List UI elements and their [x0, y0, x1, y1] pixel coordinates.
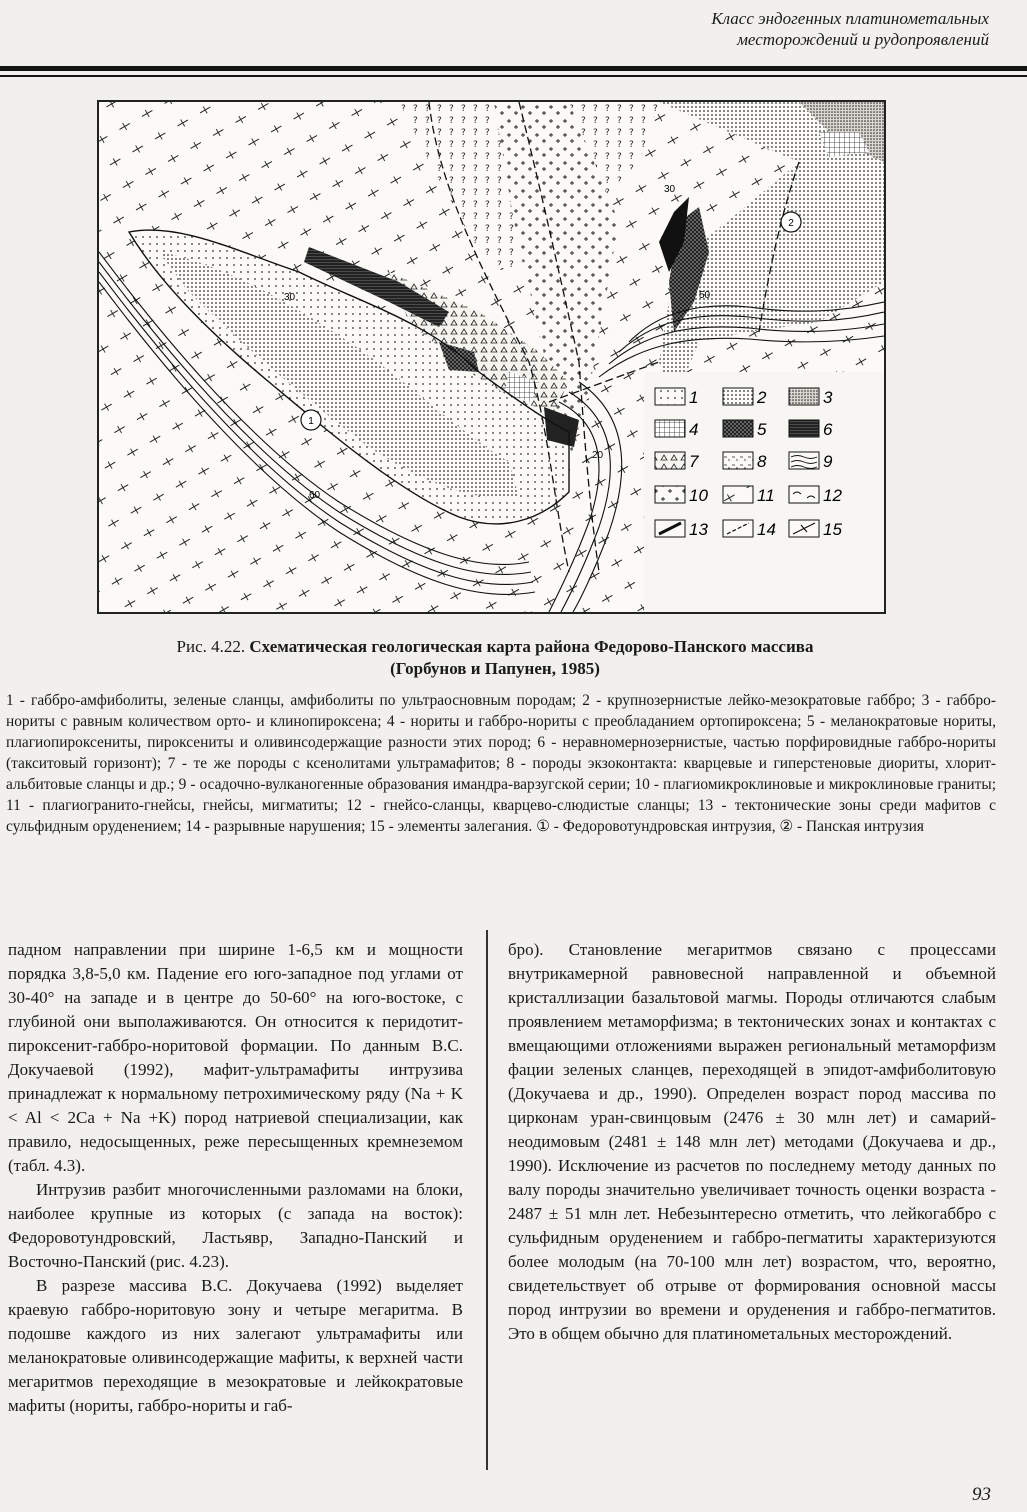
legend-num-8: 8 [757, 452, 767, 471]
legend-num-7: 7 [689, 452, 699, 471]
running-header [711, 8, 989, 50]
caption-prefix: Рис. 4.22. [176, 637, 250, 656]
left-column [8, 938, 463, 1418]
right-paragraph-1: бро). Становление мегаритмов связано с процессами внутрикамерной равновесной направленной и объемной кристаллизации базальтовой магмы. Породы отличаются слабым проявлением метаморфизма; в тектонических зонах и контактах с вмещающими отложениями выражен региональный метаморфизм фации зеленых сланцев, переходящей в эпидот-амфиболитовую (Докучаева и др., 1990). Определен возраст пород массива по цирконам уран-свинцовым (2476 ± 30 млн лет) и самарий-неодимовым (2481 ± 148 млн лет) методами (Докучаева и др., 1990). Исключение из расчетов по последнему методу данных по валу породы значительно увеличивает точность оценки возраста - 2487 ± 51 млн лет. Небезынтересно отметить, что лейкогаббро с сульфидным оруденением и габбро-пегматиты характеризуются более молодым (на 70-100 млн лет) возрастом, что, вероятно, свидетельствует об отрыве от формирования основной массы пород интрузии во времени и оруденения и габбро-пегматитов. Это в общем обычно для платинометальных месторождений. [508, 940, 996, 1343]
legend-num-2: 2 [757, 388, 767, 407]
legend-num-15: 15 [823, 520, 842, 539]
caption-title-line2: (Горбунов и Папунен, 1985) [390, 659, 600, 678]
geologic-map [99, 102, 884, 612]
legend-num-14: 14 [757, 520, 776, 539]
geologic-map-figure [97, 100, 886, 614]
map-label-dip50: 50 [699, 290, 711, 301]
legend-paragraph: 1 - габбро-амфиболиты, зеленые сланцы, амфиболиты по ультраосновным породам; 2 - крупнозернистые лейко-мезократовые габбро; 3 - габбро-нориты с равным количеством орто- и клинопироксена; 4 - нориты и габбро-нориты с преобладанием ортопироксена; 5 - меланократовые нориты, плагиопироксениты, пироксениты и оливинсодержащие разности этих пород; 6 - неравномернозернистые, частью порфировидные габбро-нориты (такситовый горизонт); 7 - те же породы с ксенолитами ультрамафитов; 8 - породы экзоконтакта: кварцевые и гиперстеновые диориты, хлорит-альбитовые сланцы и др.; 9 - осадочно-вулканогенные образования имандра-варзугской серии; 10 - плагиомикроклиновые и микроклиновые граниты; 11 - плагиогранито-гнейсы, гнейсы, мигматиты; 12 - гнейсо-сланцы, кварцево-слюдистые сланцы; 13 - тектонические зоны среди мафитов с сульфидным оруденением; 14 - разрывные нарушения; 15 - элементы залегания. ① - Федоровотундровская интрузия, ② - Панская интрузия [6, 692, 996, 835]
header-rule-thick [0, 66, 1027, 71]
column-divider [486, 930, 488, 1470]
right-column [508, 938, 996, 1346]
legend-num-11: 11 [757, 486, 775, 505]
legend-num-1: 1 [689, 388, 699, 407]
running-header-line1: Класс эндогенных платинометальных [711, 9, 989, 28]
map-label-dip30a: 30 [284, 292, 296, 303]
map-label-circle2: 2 [788, 218, 794, 229]
left-paragraph-3: В разрезе массива В.С. Докучаева (1992) выделяет краевую габбро-норитовую зону и четыре мегаритма. В подошве каждого из них залегают ультрамафиты или меланократовые оливинсодержащие мафиты, к верхней части мегаритмов переходящие в мезократовые и лейкократовые мафиты (нориты, габбро-нориты и габ- [8, 1276, 463, 1415]
page-number: 93 [972, 1484, 991, 1505]
legend-num-12: 12 [823, 486, 842, 505]
legend-num-5: 5 [757, 420, 767, 439]
figure-caption [80, 636, 910, 680]
legend-num-4: 4 [689, 420, 699, 439]
legend-num-3: 3 [823, 388, 833, 407]
caption-title-line1: Схематическая геологическая карта района Федорово-Панского массива [249, 637, 814, 656]
legend-num-13: 13 [689, 520, 708, 539]
map-label-dip30b: 30 [664, 184, 676, 195]
map-label-dip20: 20 [592, 450, 604, 461]
left-paragraph-2: Интрузив разбит многочисленными разломами на блоки, наиболее крупные из которых (с запада на восток): Федоровотундровский, Ластьявр, Западно-Панский и Восточно-Панский (рис. 4.23). [8, 1180, 463, 1271]
map-label-circle1: 1 [308, 416, 314, 427]
legend-num-10: 10 [689, 486, 708, 505]
legend-num-9: 9 [823, 452, 833, 471]
running-header-line2: месторождений и рудопроявлений [737, 30, 989, 49]
header-rule-thin [0, 75, 1027, 77]
figure-legend-text [6, 690, 996, 837]
left-paragraph-1: падном направлении при ширине 1-6,5 км и мощности порядка 3,8-5,0 км. Падение его юго-западное под углами от 30-40° на западе и в центре до 50-60° на юго-востоке, с глубиной они выполаживаются. Он относится к перидотит-пироксенит-габбро-норитовой формации. По данным В.С. Докучаевой (1992), мафит-ультрамафиты интрузива принадлежат к нормальному петрохимическому ряду (Na + K < Al < 2Ca + Na +K) пород натриевой специализации, как правило, недосыщенных, реже пересыщенных кремнеземом (табл. 4.3). [8, 940, 463, 1175]
legend-num-6: 6 [823, 420, 833, 439]
map-label-dip60: 60 [309, 490, 321, 501]
